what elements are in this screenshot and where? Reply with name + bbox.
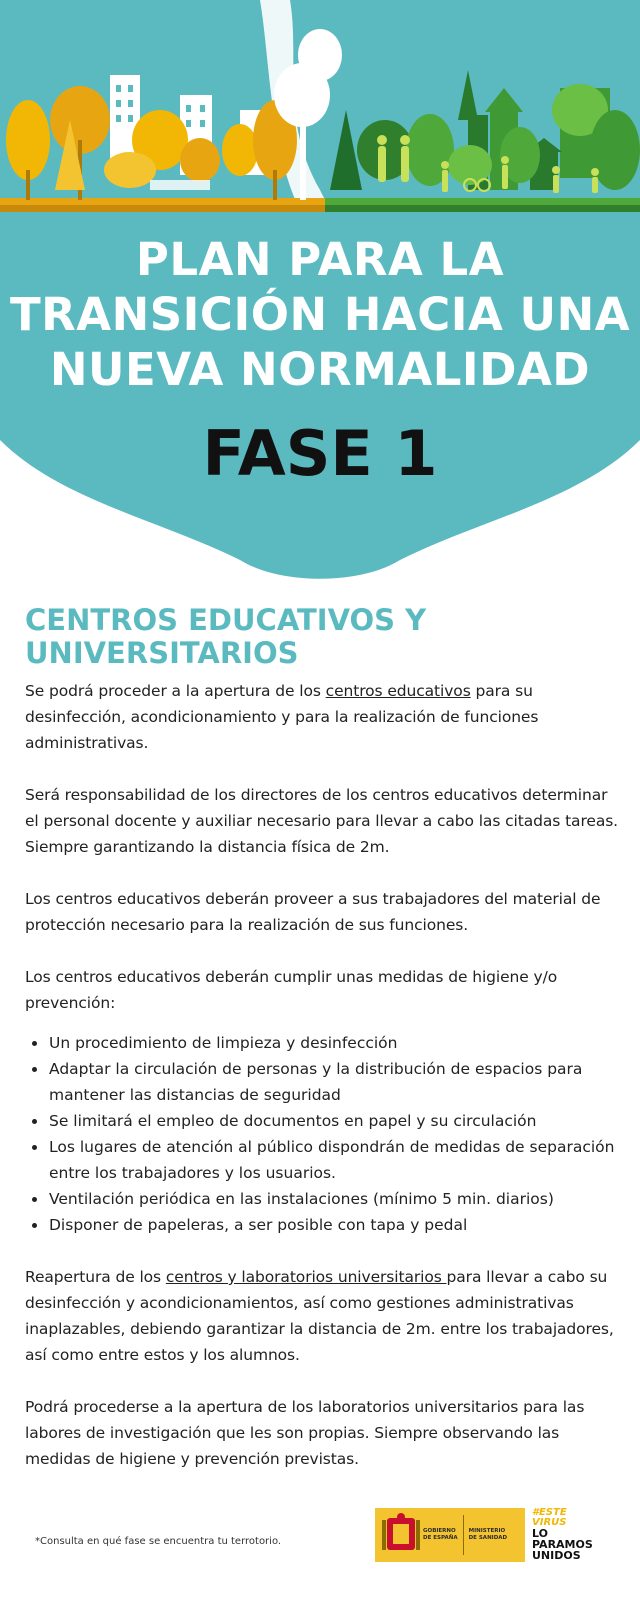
campaign-slogan-line-1: LO (532, 1527, 548, 1540)
p1-text-before: Se podrá proceder a la apertura de los (25, 682, 326, 700)
gov-line-2: DE ESPAÑA (423, 1535, 458, 1541)
hygiene-measures-list (25, 1030, 625, 1238)
ministry-line-1: MINISTERIO (468, 1528, 506, 1534)
government-logo (375, 1508, 525, 1562)
campaign-tag-line-2: VIRUS (532, 1517, 567, 1528)
title-line-2: TRANSICIÓN HACIA UNA (9, 288, 631, 341)
coat-of-arms-icon (379, 1512, 423, 1558)
paragraph-protection: Los centros educativos deberán proveer a sus trabajadores del material de protección necesario para la realización de sus funciones. (25, 890, 601, 934)
logo-divider (463, 1515, 464, 1555)
footnote: *Consulta en qué fase se encuentra tu terrotorio. (35, 1536, 282, 1547)
p5-text-after: para llevar a cabo su desinfección y acondicionamientos, así como gestiones administrativas inaplazables, debiendo garantizar la distancia de 2m. entre los trabajadores, así como entre estos y los alumnos. (25, 1268, 614, 1364)
list-item: Disponer de papeleras, a ser posible con tapa y pedal (25, 1212, 625, 1238)
paragraph-opening (25, 678, 625, 756)
gov-label (423, 1528, 458, 1542)
ministry-line-2: DE SANIDAD (468, 1535, 508, 1541)
list-item: Ventilación periódica en las instalaciones (mínimo 5 min. diarios) (25, 1186, 625, 1212)
section-title-line-1: CENTROS EDUCATIVOS Y (25, 603, 427, 637)
list-item: Se limitará el empleo de documentos en papel y su circulación (25, 1108, 625, 1134)
paragraph-laboratories: Podrá procederse a la apertura de los laboratorios universitarios para las labores de investigación que les son propias. Siempre observando las medidas de higiene y prevención previstas. (25, 1398, 585, 1468)
paragraph-hygiene-intro: Los centros educativos deberán cumplir unas medidas de higiene y/o prevención: (25, 968, 558, 1012)
gov-line-1: GOBIERNO (423, 1528, 456, 1534)
phase-label: FASE 1 (202, 417, 438, 490)
main-title (0, 232, 640, 397)
campaign-slogan-line-3: UNIDOS (532, 1549, 581, 1562)
title-line-3: NUEVA NORMALIDAD (49, 343, 591, 396)
paragraph-responsibility: Será responsabilidad de los directores de los centros educativos determinar el personal docente y auxiliar necesario para llevar a cabo las citadas tareas. Siempre garantizando la distancia física de 2m. (25, 786, 619, 856)
section-title-line-2: UNIVERSITARIOS (25, 636, 299, 670)
p1-text-after: para su desinfección, acondicionamiento y para la realización de funciones administrativas. (25, 682, 539, 752)
campaign-tag-line-1: #ESTE (532, 1507, 567, 1518)
list-item: Un procedimiento de limpieza y desinfección (25, 1030, 625, 1056)
link-centros-laboratorios[interactable]: centros y laboratorios universitarios (165, 1268, 447, 1286)
list-item: Adaptar la circulación de personas y la distribución de espacios para mantener las distancias de seguridad (25, 1056, 625, 1108)
p5-text-before: Reapertura de los (25, 1268, 166, 1286)
header-banner (0, 0, 640, 600)
list-item: Los lugares de atención al público dispondrán de medidas de separación entre los trabajadores y los usuarios. (25, 1134, 625, 1186)
paragraph-reopening (25, 1264, 625, 1368)
campaign-slogan-line-2: PARAMOS (532, 1538, 593, 1551)
campaign-logo (532, 1508, 622, 1562)
section-title (25, 604, 625, 670)
section-education (25, 604, 625, 1498)
ministry-label (469, 1528, 508, 1542)
link-centros-educativos[interactable]: centros educativos (325, 682, 471, 700)
title-line-1: PLAN PARA LA (135, 233, 505, 286)
